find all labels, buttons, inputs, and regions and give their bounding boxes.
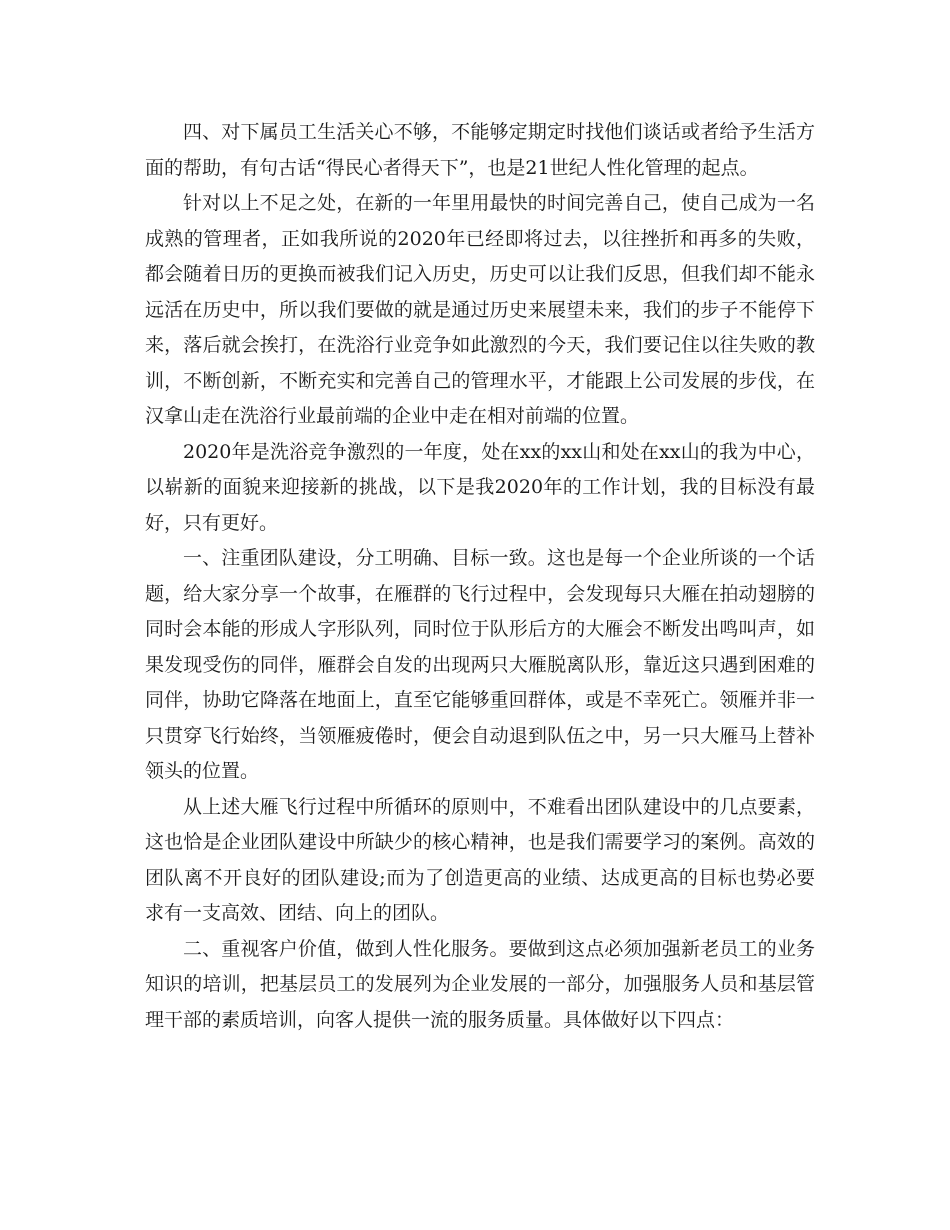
paragraph-staff-care: 四、对下属员工生活关心不够，不能够定期定时找他们谈话或者给予生活方面的帮助，有句古话“得民心者得天下”，也是21世纪人性化管理的起点。 — [145, 121, 815, 179]
paragraph-team-lessons: 从上述大雁飞行过程中所循环的原则中，不难看出团队建设中的几点要素，这也恰是企业团队建设中所缺少的核心精神，也是我们需要学习的案例。高效的团队离不开良好的团队建设;而为了创造更高的业绩、达成更高的目标也势必要求有一支高效、团结、向上的团队。 — [145, 795, 815, 924]
paragraph-team-building: 一、注重团队建设，分工明确、目标一致。这也是每一个企业所谈的一个话题，给大家分享一个故事，在雁群的飞行过程中，会发现每只大雁在拍动翅膀的同时会本能的形成人字形队列，同时位于队形后方的大雁会不断发出鸣叫声，如果发现受伤的同伴，雁群会自发的出现两只大雁脱离队形，靠近这只遇到困难的同伴，协助它降落在地面上，直至它能够重回群体，或是不幸死亡。领雁并非一只贯穿飞行始终，当领雁疲倦时，便会自动退到队伍之中，另一只大雁马上替补领头的位置。 — [145, 547, 815, 782]
paragraph-2020-plan-intro: 2020年是洗浴竞争激烈的一年度，处在xx的xx山和处在xx山的我为中心，以崭新的面貌来迎接新的挑战，以下是我2020年的工作计划，我的目标没有最好，只有更好。 — [145, 440, 815, 534]
paragraph-self-improvement: 针对以上不足之处，在新的一年里用最快的时间完善自己，使自己成为一名成熟的管理者，正如我所说的2020年已经即将过去，以往挫折和再多的失败，都会随着日历的更换而被我们记入历史，历史可以让我们反思，但我们却不能永远活在历史中，所以我们要做的就是通过历史来展望未来，我们的步子不能停下来，落后就会挨打，在洗浴行业竞争如此激烈的今天，我们要记住以往失败的教训，不断创新，不断充实和完善自己的管理水平，才能跟上公司发展的步伐，在汉拿山走在洗浴行业最前端的企业中走在相对前端的位置。 — [145, 192, 815, 427]
document-body — [145, 115, 815, 1038]
paragraph-customer-value: 二、重视客户价值，做到人性化服务。要做到这点必须加强新老员工的业务知识的培训，把基层员工的发展列为企业发展的一部分，加强服务人员和基层管理干部的素质培训，向客人提供一流的服务质量。具体做好以下四点： — [145, 937, 815, 1031]
